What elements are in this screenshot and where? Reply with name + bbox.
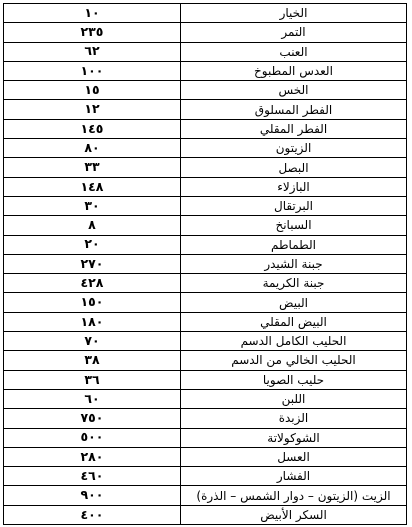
- food-name-cell: جبنة الشيدر: [181, 254, 407, 273]
- food-name-cell: البيض: [181, 293, 407, 312]
- value-cell: ٨٠: [4, 139, 181, 158]
- food-name-cell: الزيت (الزيتون – دوار الشمس – الذرة): [181, 486, 407, 505]
- value-cell: ٢٧٠: [4, 254, 181, 273]
- value-cell: ١٥٠: [4, 293, 181, 312]
- value-cell: ٣٣: [4, 158, 181, 177]
- value-cell: ١٠: [4, 4, 181, 23]
- food-name-cell: الخس: [181, 81, 407, 100]
- food-name-cell: السبانخ: [181, 216, 407, 235]
- table-row: [4, 389, 407, 408]
- table-row: [4, 23, 407, 42]
- value-cell: ١٠٠: [4, 61, 181, 80]
- value-cell: ١٨٠: [4, 312, 181, 331]
- value-cell: ٢٠: [4, 235, 181, 254]
- table-row: [4, 139, 407, 158]
- food-name-cell: جبنة الكريمة: [181, 274, 407, 293]
- value-cell: ٥٠٠: [4, 428, 181, 447]
- table-row: [4, 370, 407, 389]
- food-name-cell: العسل: [181, 447, 407, 466]
- table-row: [4, 4, 407, 23]
- table-row: [4, 293, 407, 312]
- value-cell: ٧٠: [4, 332, 181, 351]
- food-name-cell: البيض المقلي: [181, 312, 407, 331]
- food-name-cell: العنب: [181, 42, 407, 61]
- table-row: [4, 274, 407, 293]
- food-name-cell: الفطر المقلي: [181, 119, 407, 138]
- table-row: [4, 100, 407, 119]
- food-values-table: [3, 3, 407, 525]
- table-row: [4, 119, 407, 138]
- value-cell: ٦٠: [4, 389, 181, 408]
- food-name-cell: الفطر المسلوق: [181, 100, 407, 119]
- food-name-cell: البرتقال: [181, 196, 407, 215]
- food-name-cell: حليب الصويا: [181, 370, 407, 389]
- value-cell: ٣٨: [4, 351, 181, 370]
- food-name-cell: الزيتون: [181, 139, 407, 158]
- value-cell: ٤٢٨: [4, 274, 181, 293]
- table-row: [4, 81, 407, 100]
- food-name-cell: الخيار: [181, 4, 407, 23]
- table-row: [4, 216, 407, 235]
- value-cell: ٧٥٠: [4, 409, 181, 428]
- value-cell: ٤٠٠: [4, 505, 181, 524]
- table-row: [4, 447, 407, 466]
- food-name-cell: الطماطم: [181, 235, 407, 254]
- value-cell: ١٤٥: [4, 119, 181, 138]
- food-name-cell: الحليب الكامل الدسم: [181, 332, 407, 351]
- table-row: [4, 467, 407, 486]
- value-cell: ٤٦٠: [4, 467, 181, 486]
- food-name-cell: العدس المطبوخ: [181, 61, 407, 80]
- table-row: [4, 42, 407, 61]
- food-name-cell: الحليب الخالي من الدسم: [181, 351, 407, 370]
- value-cell: ٩٠٠: [4, 486, 181, 505]
- table-row: [4, 254, 407, 273]
- table-row: [4, 177, 407, 196]
- value-cell: ١٥: [4, 81, 181, 100]
- table-row: [4, 312, 407, 331]
- table-body: [4, 4, 407, 525]
- food-name-cell: البازلاء: [181, 177, 407, 196]
- value-cell: ٨: [4, 216, 181, 235]
- table-row: [4, 428, 407, 447]
- table-row: [4, 61, 407, 80]
- food-name-cell: الزبدة: [181, 409, 407, 428]
- food-name-cell: السكر الأبيض: [181, 505, 407, 524]
- value-cell: ٣٠: [4, 196, 181, 215]
- table-row: [4, 486, 407, 505]
- value-cell: ٦٢: [4, 42, 181, 61]
- table-row: [4, 409, 407, 428]
- value-cell: ١٤٨: [4, 177, 181, 196]
- food-name-cell: الفشار: [181, 467, 407, 486]
- table-row: [4, 351, 407, 370]
- value-cell: ٢٨٠: [4, 447, 181, 466]
- food-name-cell: التمر: [181, 23, 407, 42]
- value-cell: ١٢: [4, 100, 181, 119]
- table-row: [4, 332, 407, 351]
- table-row: [4, 505, 407, 524]
- table-row: [4, 158, 407, 177]
- food-name-cell: اللبن: [181, 389, 407, 408]
- table-row: [4, 235, 407, 254]
- table-row: [4, 196, 407, 215]
- food-name-cell: البصل: [181, 158, 407, 177]
- value-cell: ٣٦: [4, 370, 181, 389]
- value-cell: ٢٣٥: [4, 23, 181, 42]
- food-name-cell: الشوكولاتة: [181, 428, 407, 447]
